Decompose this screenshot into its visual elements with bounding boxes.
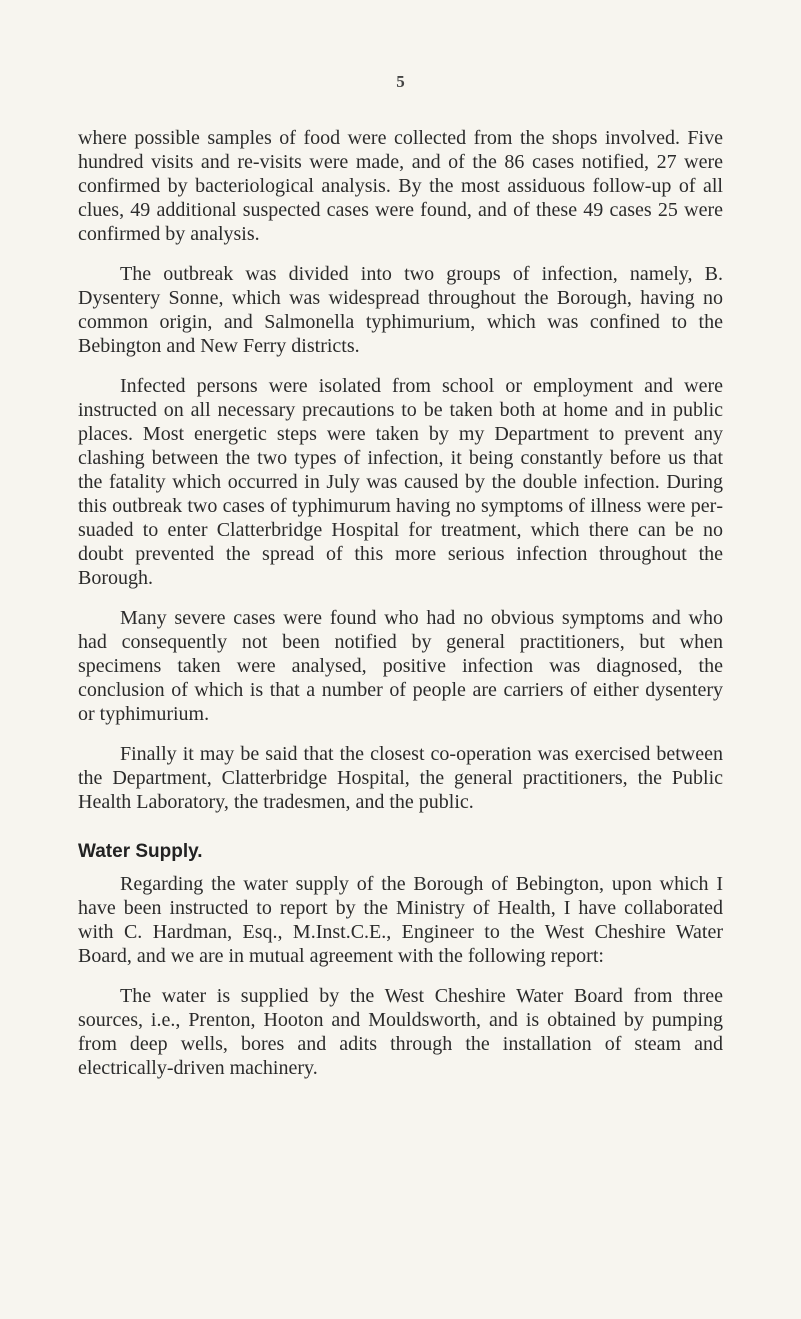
page-number: 5 bbox=[396, 72, 405, 91]
paragraph-outbreak-groups: The outbreak was divided into two groups of infection, namely, B. Dysentery Sonne, which was widespread throughout the Borough, having no common origin, and Salmonella typhimurium, which was confined to the Bebington and New Ferry districts. bbox=[78, 263, 723, 357]
water-supply-heading: Water Supply. bbox=[78, 841, 203, 862]
paragraph-isolation-measures: Infected persons were isolated from school or employment and were instructed on all necessary precautions to be taken both at home and in public places. Most energetic steps were taken by my Department to prevent any clashing between the two types of infection, it being constantly before us that the fatality which occurred in July was caused by the double infection. During this outbreak two cases of typhimurum having no symptoms of illness were persuaded to enter Clatterbridge Hospital for treatment, which there can be no doubt prevented the spread of this more serious infection throughout the Borough. bbox=[78, 375, 723, 589]
paragraph-water-supply-report: Regarding the water supply of the Borough of Bebington, upon which I have been instructed to report by the Ministry of Health, I have collaborated with C. Hardman, Esq., M.Inst.C.E., Engineer to the West Cheshire Water Board, and we are in mutual agreement with the following report: bbox=[78, 873, 723, 967]
paragraph-food-samples: where possible samples of food were collected from the shops involved. Five hundred visits and re-visits were made, and of the 86 cases notified, 27 were confirmed by bacteriological analysis. By the most assiduous follow-up of all clues, 49 additional suspected cases were found, and of these 49 cases 25 were confirmed by analysis. bbox=[78, 127, 723, 245]
document-body bbox=[78, 126, 723, 1096]
paragraph-severe-cases: Many severe cases were found who had no obvious symptoms and who had consequently not been notified by general practitioners, but when specimens taken were analysed, positive infection was diagnosed, the conclusion of which is that a number of people are carriers of either dysentery or typhimurium. bbox=[78, 607, 723, 725]
paragraph-co-operation: Finally it may be said that the closest co-operation was exercised between the Department, Clatterbridge Hospital, the general practitioners, the Public Health Laboratory, the tradesmen, and the public. bbox=[78, 743, 723, 813]
paragraph-water-sources: The water is supplied by the West Cheshire Water Board from three sources, i.e., Prenton, Hooton and Mouldsworth, and is obtained by pumping from deep wells, bores and adits through the installation of steam and electrically-driven machinery. bbox=[78, 985, 723, 1079]
